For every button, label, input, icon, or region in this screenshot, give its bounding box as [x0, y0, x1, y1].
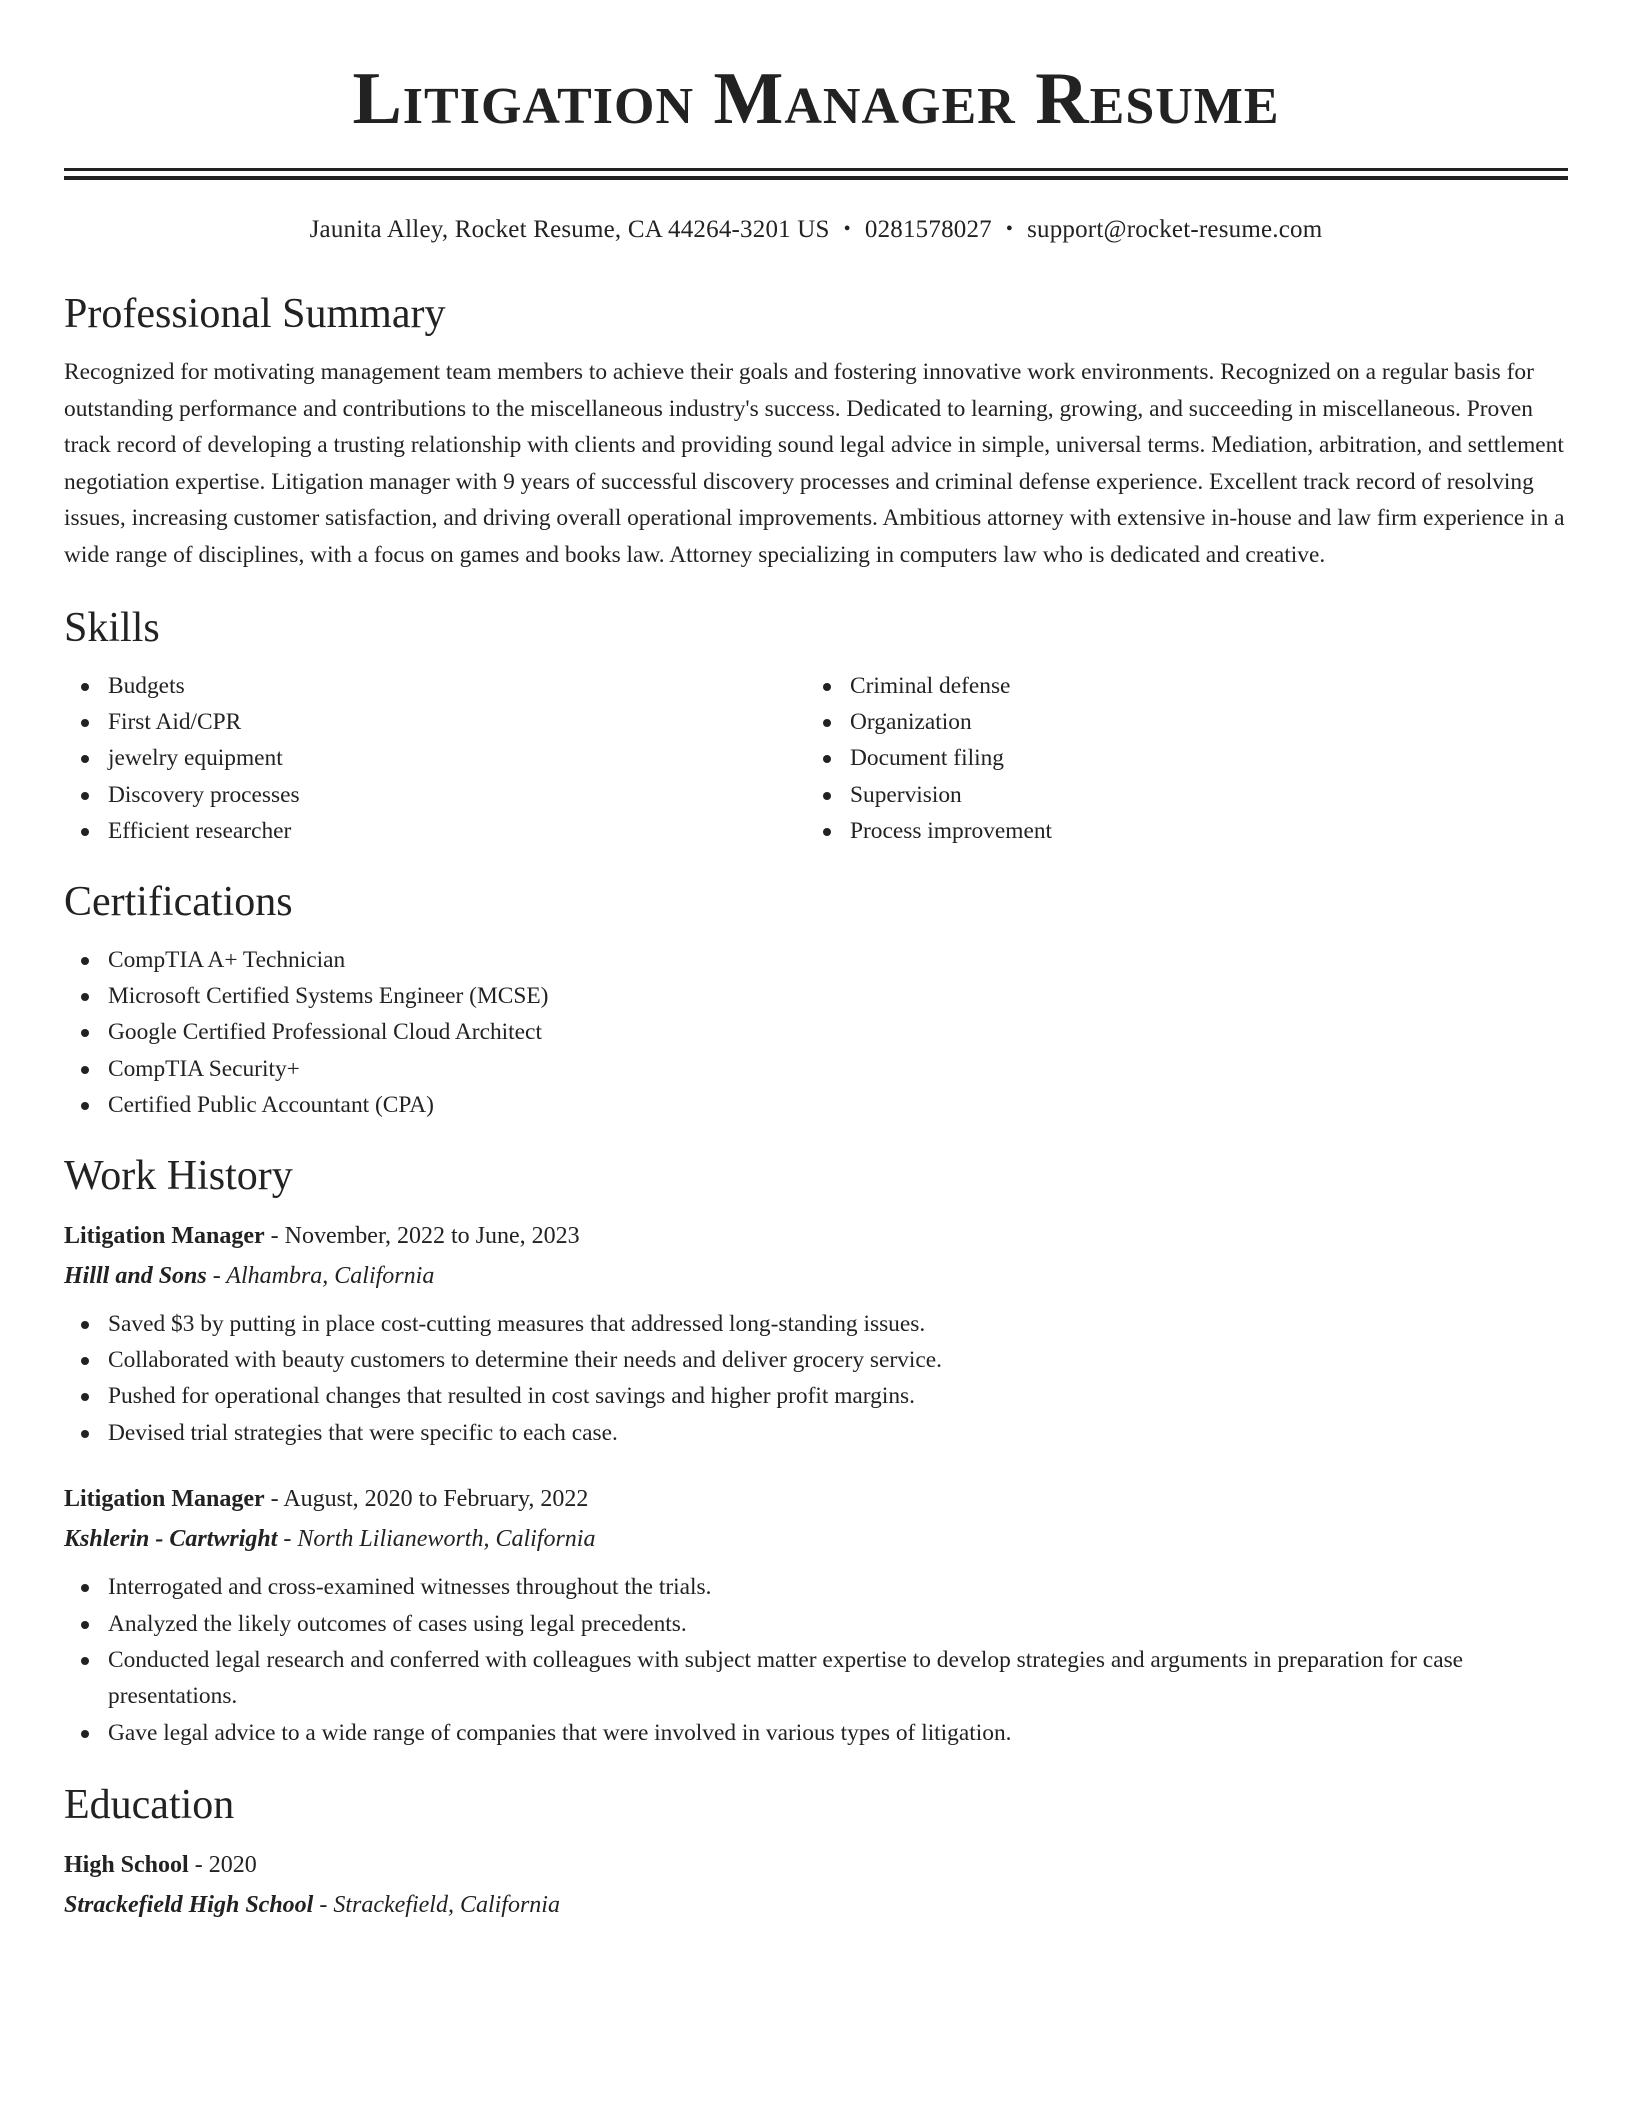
- education-heading: Education: [64, 1782, 235, 1829]
- job-company-line: [64, 1519, 1568, 1559]
- certification-item: Google Certified Professional Cloud Architect: [64, 1014, 1568, 1050]
- skill-item: Process improvement: [806, 813, 1548, 849]
- certification-item: Microsoft Certified Systems Engineer (MCSE): [64, 978, 1568, 1014]
- certification-item: Certified Public Accountant (CPA): [64, 1087, 1568, 1123]
- summary-heading: Professional Summary: [64, 291, 446, 337]
- title-divider: [64, 168, 1568, 180]
- contact-separator: •: [843, 218, 851, 240]
- certifications-heading: Certifications: [64, 878, 293, 925]
- contact-line: [64, 215, 1568, 246]
- job-bullets: [64, 1569, 1568, 1751]
- skill-item: First Aid/CPR: [64, 704, 806, 740]
- work-history-heading: Work History: [64, 1152, 293, 1199]
- job-title: Litigation Manager: [64, 1222, 265, 1249]
- job-dates: - August, 2020 to February, 2022: [264, 1486, 589, 1513]
- education-year: - 2020: [188, 1852, 257, 1879]
- skill-item: Budgets: [64, 668, 806, 704]
- certification-item: CompTIA Security+: [64, 1051, 1568, 1087]
- certifications-list: [64, 942, 1568, 1124]
- job-bullet: Analyzed the likely outcomes of cases using legal precedents.: [64, 1606, 1568, 1642]
- skill-item: Discovery processes: [64, 777, 806, 813]
- certification-item: CompTIA A+ Technician: [64, 942, 1568, 978]
- contact-email: support@rocket-resume.com: [1027, 216, 1323, 243]
- skill-item: Efficient researcher: [64, 813, 806, 849]
- job-title: Litigation Manager: [64, 1486, 265, 1513]
- job-bullet: Saved $3 by putting in place cost-cutting measures that addressed long-standing issues.: [64, 1306, 1568, 1342]
- skill-item: Organization: [806, 704, 1548, 740]
- skills-heading: Skills: [64, 604, 160, 651]
- education-school: Strackefield High School: [64, 1892, 314, 1919]
- skill-item: Document filing: [806, 740, 1548, 776]
- job-company: Kshlerin - Cartwright: [64, 1526, 278, 1553]
- job-title-line: [64, 1216, 1568, 1256]
- job-location: - Alhambra, California: [206, 1262, 435, 1289]
- education-location: - Strackefield, California: [313, 1892, 560, 1919]
- contact-phone: 0281578027: [864, 216, 992, 243]
- job-bullets: [64, 1306, 1568, 1452]
- skills-column-right: [806, 668, 1548, 850]
- job-bullet: Interrogated and cross-examined witnesses throughout the trials.: [64, 1569, 1568, 1605]
- job-bullet: Devised trial strategies that were specific to each case.: [64, 1415, 1568, 1451]
- job-bullet: Conducted legal research and conferred with colleagues with subject matter expertise to develop strategies and arguments in preparation for case presentations.: [64, 1642, 1568, 1715]
- skill-item: Criminal defense: [806, 668, 1548, 704]
- job-dates: - November, 2022 to June, 2023: [264, 1222, 580, 1249]
- education-school-line: [64, 1885, 1568, 1925]
- job-entry: [64, 1479, 1568, 1751]
- job-bullet: Collaborated with beauty customers to determine their needs and deliver grocery service.: [64, 1342, 1568, 1378]
- education-degree-line: [64, 1845, 1568, 1885]
- job-entry: [64, 1216, 1568, 1452]
- skill-item: Supervision: [806, 777, 1548, 813]
- job-title-line: [64, 1479, 1568, 1519]
- job-bullet: Pushed for operational changes that resulted in cost savings and higher profit margins.: [64, 1378, 1568, 1414]
- job-company: Hilll and Sons: [64, 1262, 207, 1289]
- skills-list: [64, 668, 1568, 850]
- skill-item: jewelry equipment: [64, 740, 806, 776]
- job-location: - North Lilianeworth, California: [277, 1526, 596, 1553]
- education-degree: High School: [64, 1852, 189, 1879]
- resume-title: Litigation Manager Resume: [352, 58, 1280, 140]
- contact-separator: •: [1005, 218, 1014, 240]
- job-bullet: Gave legal advice to a wide range of companies that were involved in various types of litigation.: [64, 1715, 1568, 1751]
- job-company-line: [64, 1256, 1568, 1296]
- contact-address: Jaunita Alley, Rocket Resume, CA 44264-3201 US: [309, 216, 830, 243]
- summary-text: Recognized for motivating management team members to achieve their goals and fostering innovative work environments. Recognized on a regular basis for outstanding performance and contributions to the miscellaneous industry's success. Dedicated to learning, growing, and succeeding in miscellaneous. Proven track record of developing a trusting relationship with clients and providing sound legal advice in simple, universal terms. Mediation, arbitration, and settlement negotiation expertise. Litigation manager with 9 years of successful discovery processes and criminal defense experience. Excellent track record of resolving issues, increasing customer satisfaction, and driving overall operational improvements. Ambitious attorney with extensive in-house and law firm experience in a wide range of disciplines, with a focus on games and books law. Attorney specializing in computers law who is dedicated and creative.: [64, 359, 1565, 568]
- skills-column-left: [64, 668, 806, 850]
